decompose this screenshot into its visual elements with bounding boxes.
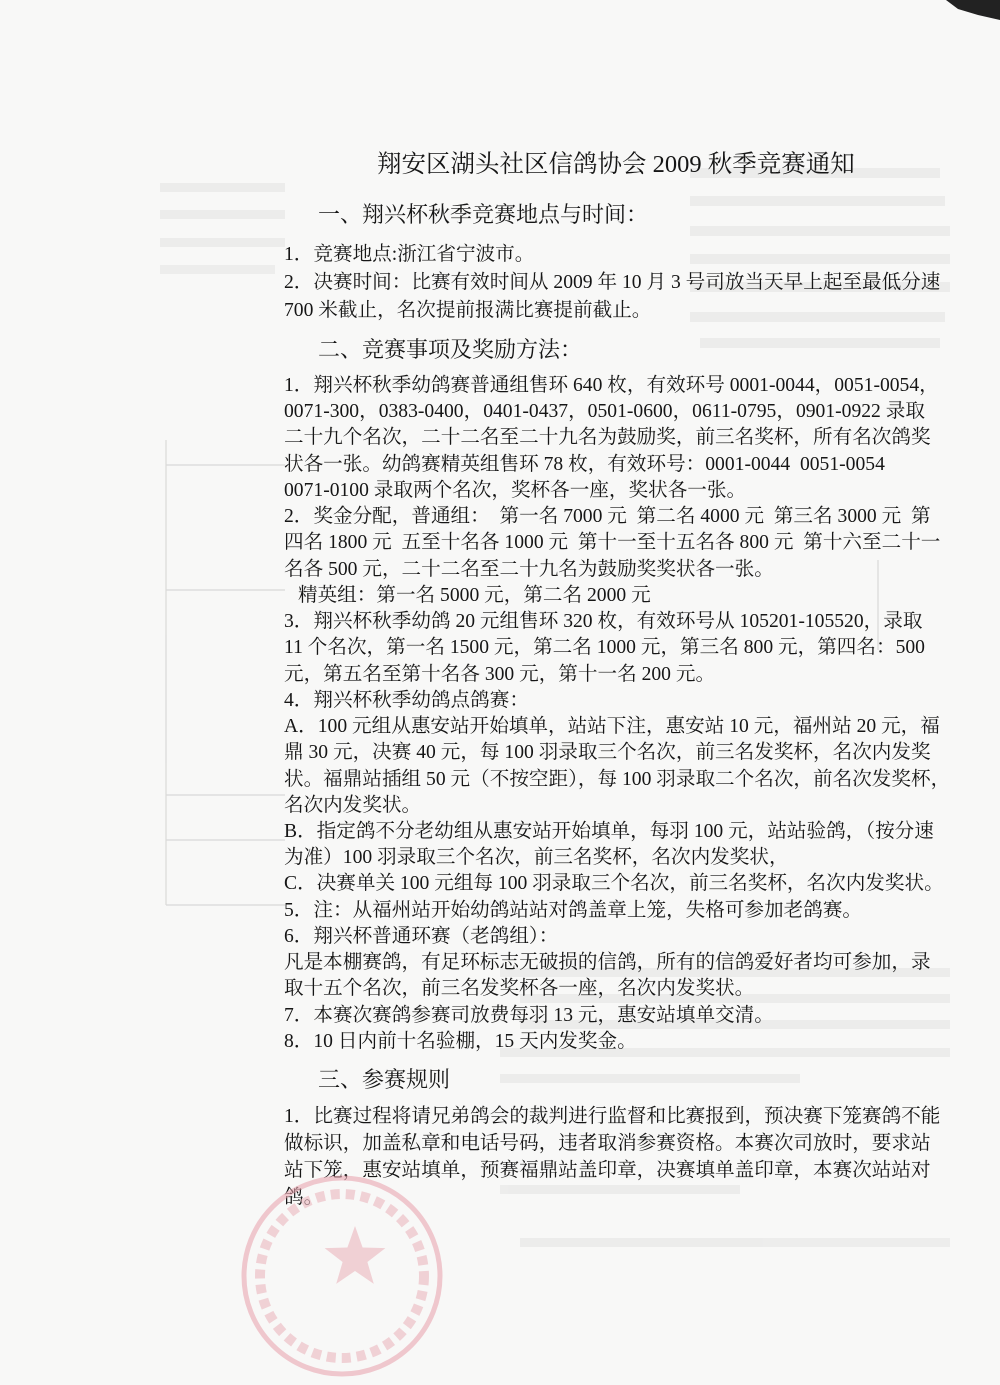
body-line: 取十五个名次，前三名发奖杯各一座，名次内发奖状。	[284, 978, 755, 1000]
section-body-rules-rewards	[284, 373, 984, 1055]
body-line: 做标识，加盖私章和电话号码，违者取消参赛资格。本赛次司放时，要求站	[284, 1133, 931, 1154]
body-line: 6．翔兴杯普通环赛（老鸽组）：	[284, 925, 559, 947]
body-line: 0071-300，0383-0400，0401-0437，0501-0600，0611-0795，0901-0922 录取	[284, 401, 925, 423]
section-heading-venue-time: 一、翔兴杯秋季竞赛地点与时间：	[318, 202, 649, 227]
ghost-smudge	[690, 196, 945, 206]
body-line: 鼎 30 元，决赛 40 元，每 100 羽录取三个名次，前三名发奖杯，名次内发奖	[284, 742, 931, 764]
seal-text-ring	[260, 1194, 424, 1358]
scan-corner-artifact	[946, 0, 1000, 20]
body-line: 元，第五名至第十名各 300 元，第十一名 200 元。	[284, 663, 716, 685]
body-line: 700 米截止，名次提前报满比赛提前截止。	[284, 300, 652, 321]
section-body-venue-time	[284, 241, 984, 325]
body-line: 1．翔兴杯秋季幼鸽赛普通组售环 640 枚，有效环号 0001-0044，0051-0054，	[284, 375, 939, 396]
body-line: 为准）100 羽录取三个名次，前三名奖杯，名次内发奖状，	[284, 847, 789, 869]
body-line: 站下笼，惠安站填单，预赛福鼎站盖印章，决赛填单盖印章，本赛次站站对	[284, 1160, 931, 1181]
ghost-smudge	[160, 238, 285, 247]
body-line: 状各一张。幼鸽赛精英组售环 78 枚，有效环号：0001-0044 0051-0054	[284, 453, 885, 475]
body-line-elite-prizes: 精英组：第一名 5000 元，第二名 2000 元	[298, 584, 651, 606]
body-line: B．指定鸽不分老幼组从惠安站开始填单，每羽 100 元，站站验鸽，（按分速	[284, 820, 934, 842]
section-heading-rules-rewards: 二、竞赛事项及奖励方法：	[318, 337, 583, 362]
body-line: 11 个名次，第一名 1500 元，第二名 1000 元，第三名 800 元，第四名：500	[284, 637, 925, 659]
body-line: 名各 500 元，二十二名至二十九名为鼓励奖奖状各一张。	[284, 558, 774, 580]
ghost-smudge	[160, 210, 285, 219]
body-line: 2．奖金分配，普通组： 第一名 7000 元 第二名 4000 元 第三名 3000 元 第	[284, 506, 931, 528]
body-line: 1．竞赛地点:浙江省宁波市。	[284, 244, 535, 265]
body-line: 0071-0100 录取两个名次，奖杯各一座，奖状各一张。	[284, 479, 747, 501]
section-body-participation-rules	[284, 1103, 984, 1211]
body-line: 2．决赛时间：比赛有效时间从 2009 年 10 月 3 号司放当天早上起至最低分速	[284, 272, 941, 293]
body-line: 二十九个名次，二十二名至二十九名为鼓励奖，前三名奖杯，所有名次鸽奖	[284, 427, 931, 449]
body-line: 名次内发奖状。	[284, 794, 422, 816]
ghost-smudge	[690, 226, 950, 236]
ghost-smudge	[700, 338, 940, 348]
body-line: 8．10 日内前十名验棚，15 天内发奖金。	[284, 1030, 637, 1052]
body-line: 1．比赛过程将请兄弟鸽会的裁判进行监督和比赛报到，预决赛下笼赛鸽不能	[284, 1106, 941, 1127]
ghost-smudge	[520, 1238, 950, 1247]
body-line: 鸽。	[284, 1187, 324, 1208]
body-line: 7．本赛次赛鸽参赛司放费每羽 13 元，惠安站填单交清。	[284, 1004, 774, 1026]
body-line: 四名 1800 元 五至十名各 1000 元 第十一至十五名各 800 元 第十六至二十一	[284, 532, 941, 554]
ghost-smudge	[160, 265, 275, 274]
body-line: 5．注：从福州站开始幼鸽站站对鸽盖章上笼，失格可参加老鸽赛。	[284, 899, 863, 921]
body-line: A．100 元组从惠安站开始填单，站站下注，惠安站 10 元，福州站 20 元，福	[284, 716, 940, 738]
seal-star-icon	[325, 1226, 386, 1284]
ghost-smudge	[160, 183, 285, 192]
ghost-smudge	[500, 1074, 800, 1083]
body-line: C．决赛单关 100 元组每 100 羽录取三个名次，前三名奖杯，名次内发奖状。	[284, 873, 944, 895]
body-line: 凡是本棚赛鸽，有足环标志无破损的信鸽，所有的信鸽爱好者均可参加，录	[284, 952, 931, 974]
notice-title: 翔安区湖头社区信鸽协会 2009 秋季竞赛通知	[377, 151, 855, 178]
body-line: 4．翔兴杯秋季幼鸽点鸽赛：	[284, 689, 529, 711]
section-heading-participation-rules: 三、参赛规则	[318, 1067, 451, 1092]
body-line: 3．翔兴杯秋季幼鸽 20 元组售环 320 枚，有效环号从 105201-105520，录取	[284, 611, 923, 633]
body-line: 状。福鼎站插组 50 元（不按空距），每 100 羽录取二个名次，前名次发奖杯，	[284, 768, 951, 790]
